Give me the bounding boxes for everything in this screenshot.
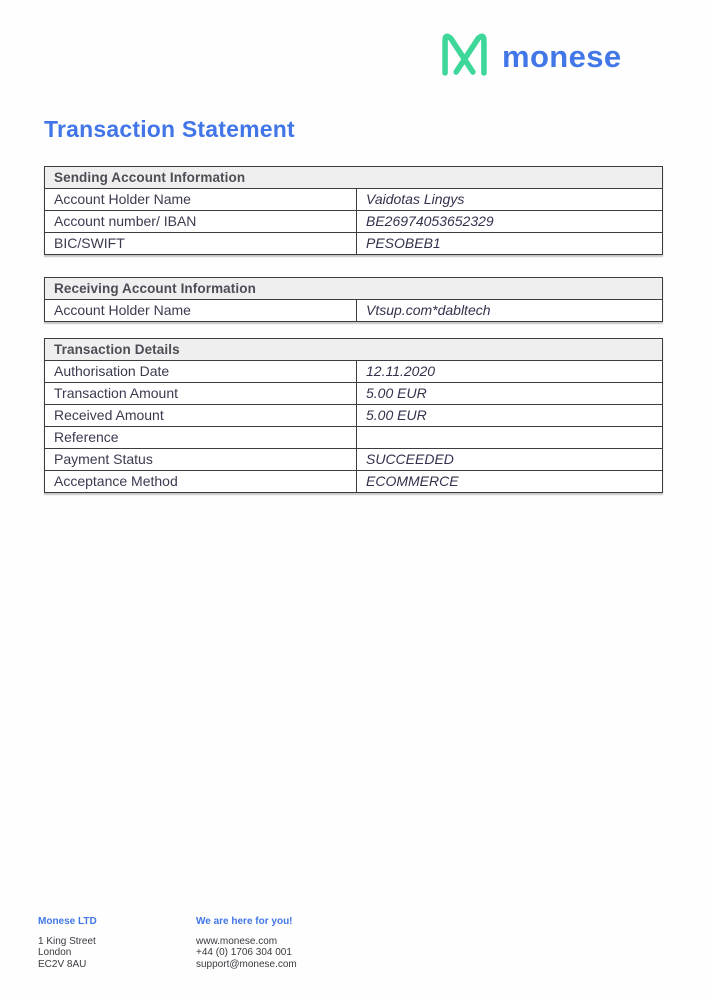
table-header-row [45,339,663,361]
footer-address-line: 1 King Street [38,935,96,947]
table-row [45,449,663,471]
field-value: Vtsup.com*dabltech [357,300,663,322]
field-label: Account Holder Name [45,300,357,322]
table-row [45,383,663,405]
field-value: PESOBEB1 [357,233,663,255]
details-table-header: Transaction Details [45,339,663,361]
sending-table-header: Sending Account Information [45,167,663,189]
field-label: Account Holder Name [45,189,357,211]
footer-address-line: London [38,947,72,958]
footer-company-title: Monese LTD [38,916,97,927]
field-value: SUCCEEDED [357,449,663,471]
monese-m-icon [438,29,491,77]
field-value: BE26974053652329 [357,211,663,233]
sending-account-table [44,166,663,255]
page-title: Transaction Statement [44,116,295,142]
field-label: Payment Status [45,449,357,471]
field-value: Vaidotas Lingys [357,189,663,211]
table-row [45,233,663,255]
footer-contact-title: We are here for you! [196,916,293,927]
table-row [45,361,663,383]
footer-website: www.monese.com [196,935,278,947]
field-value: 12.11.2020 [357,361,663,383]
field-value: 5.00 EUR [357,405,663,427]
transaction-details-table [44,338,663,493]
table-header-row [45,278,663,300]
footer-address-line: EC2V 8AU [38,958,87,970]
field-label: Account number/ IBAN [45,211,357,233]
field-label: Acceptance Method [45,471,357,493]
monese-logo [438,29,622,77]
footer-phone: +44 (0) 1706 304 001 [196,947,292,958]
field-label: Received Amount [45,405,357,427]
field-value [357,427,663,449]
field-label: Reference [45,427,357,449]
field-value: ECOMMERCE [357,471,663,493]
field-label: Transaction Amount [45,383,357,405]
table-row [45,189,663,211]
footer-company-block [38,916,188,970]
table-row [45,300,663,322]
footer-contact-block [196,916,376,970]
field-label: Authorisation Date [45,361,357,383]
field-value: 5.00 EUR [357,383,663,405]
receiving-table-header: Receiving Account Information [45,278,663,300]
table-row [45,211,663,233]
field-label: BIC/SWIFT [45,233,357,255]
monese-wordmark: monese [502,38,622,74]
table-header-row [45,167,663,189]
table-row [45,427,663,449]
receiving-account-table [44,277,663,322]
table-row [45,405,663,427]
footer-email: support@monese.com [196,958,297,970]
table-row [45,471,663,493]
